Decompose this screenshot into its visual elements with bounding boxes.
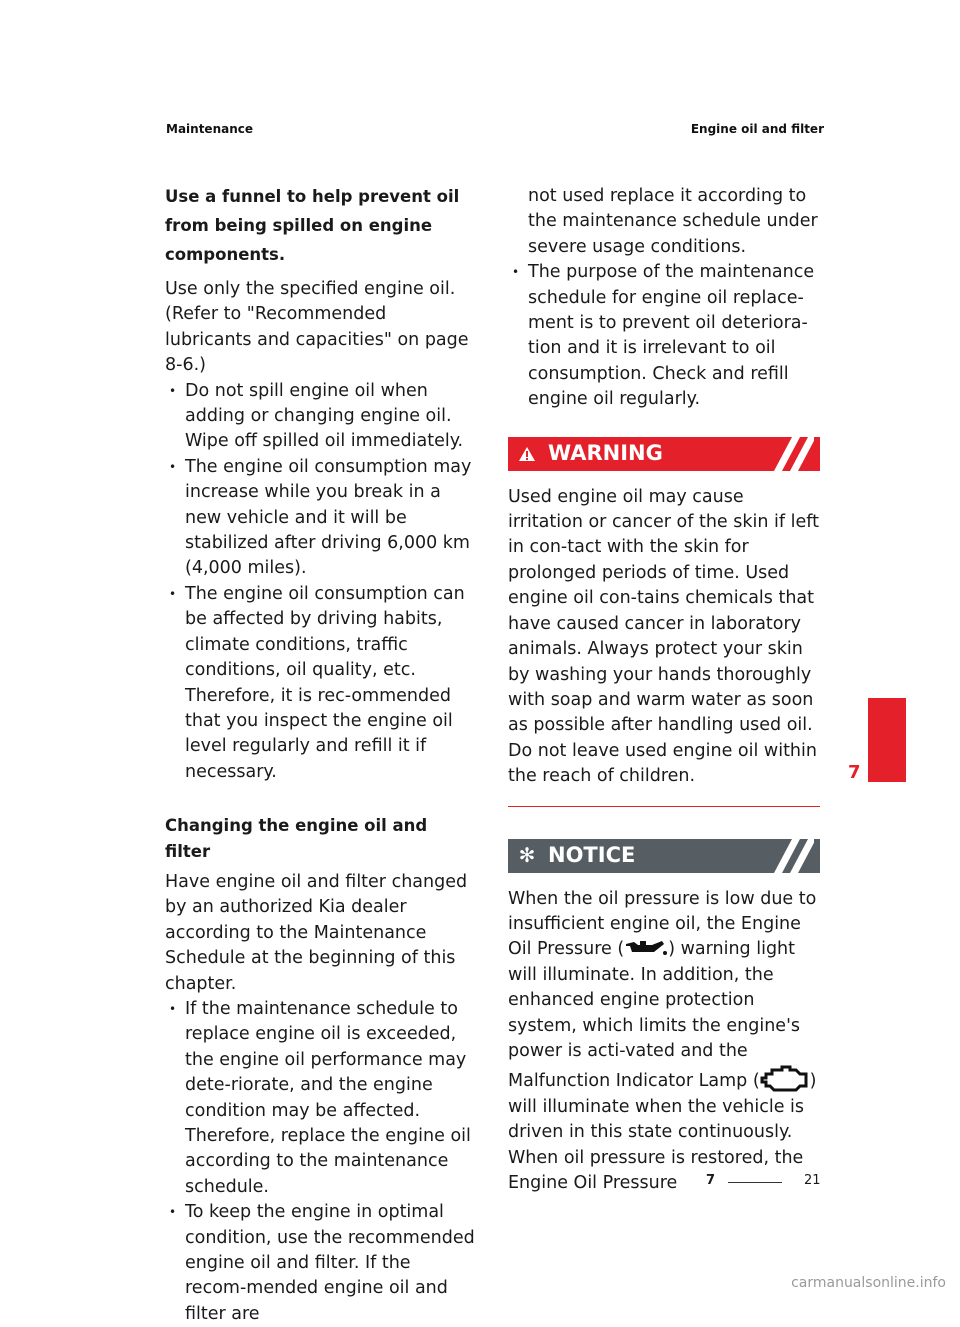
list-item: • If the maintenance schedule to replace engine oil is exceeded, the engine oil performance may dete-riorate, and the engine condition may be affected. Therefore, replace the engine oil according to the maintenance schedule. <box>165 997 477 1200</box>
notice-text <box>508 887 820 1197</box>
warning-text: Used engine oil may cause irritation or cancer of the skin if left in con-tact with the skin for prolonged periods of time. Used engine oil con-tains chemicals that have caused cancer in laboratory animals. Always protect your skin by washing your hands thoroughly with soap and warm water as soon as possible after handling used oil. Do not leave used engine oil within the reach of children. <box>508 486 819 787</box>
list-item: • To keep the engine in optimal condition, use the recommended engine oil and filter. If the recom-mended engine oil and filter are <box>165 1200 477 1327</box>
change-bullets <box>165 997 477 1327</box>
left-column <box>165 182 477 1327</box>
footer-chapter: 7 <box>706 1173 716 1188</box>
list-item: • The engine oil consumption can be affected by driving habits, climate conditions, traffic conditions, oil quality, etc. Therefore, it is rec-ommended that you inspect the engine oil level regularly and refill it if necessary. <box>165 582 477 785</box>
list-item: • The engine oil consumption may increase while you break in a new vehicle and it will be stabilized after driving 6,000 km (4,000 miles). <box>165 455 477 582</box>
intro-paragraph: Use only the specified engine oil. (Refer to "Recommended lubricants and capacities" on page 8-6.) <box>165 279 469 376</box>
warning-triangle-icon <box>518 445 536 463</box>
list-item: • The purpose of the maintenance schedule for engine oil replace-ment is to prevent oil deteriora-tion and it is irrelevant to oil consumption. Check and refill engine oil regularly. <box>508 260 820 412</box>
chapter-tab-number: 7 <box>848 762 861 783</box>
list-item: not used replace it according to the maintenance schedule under severe usage conditions. <box>528 186 818 257</box>
oil-pressure-icon <box>624 938 668 960</box>
right-column <box>508 184 820 1196</box>
warning-divider <box>508 806 820 807</box>
header-section: Maintenance <box>166 122 254 136</box>
section-heading: Changing the engine oil and filter <box>165 816 428 861</box>
list-item: • Do not spill engine oil when adding or changing engine oil. Wipe off spilled oil immediately. <box>165 379 477 455</box>
engine-check-icon <box>760 1064 810 1092</box>
banner-slashes-icon <box>770 437 814 471</box>
continued-bullets <box>508 184 820 413</box>
watermark: carmanualsonline.info <box>791 1275 946 1291</box>
section-paragraph: Have engine oil and filter changed by an authorized Kia dealer according to the Maintenance Schedule at the beginning of this chapter. <box>165 871 468 994</box>
banner-slashes-icon <box>770 839 814 873</box>
chapter-tab <box>868 698 906 782</box>
notice-asterisk-icon: ✻ <box>518 842 536 867</box>
notice-text-part: ) warning light will illuminate. In addition, the enhanced engine protection system, which limits the engine's power is acti-vated and the Malfunction Indicator Lamp ( <box>508 939 801 1092</box>
page-number: 21 <box>804 1173 821 1188</box>
notice-text-part: When the oil pressure is low due to insufficient engine oil, the Engine Oil Pressure ( <box>508 888 817 960</box>
warning-title: WARNING <box>548 440 663 465</box>
notice-text-part: ) will illuminate when the vehicle is driven in this state continuously. When oil pressure is restored, the Engine Oil Pressure <box>508 1071 817 1193</box>
header-topic: Engine oil and filter <box>690 122 824 136</box>
notice-title: NOTICE <box>548 842 636 867</box>
funnel-instruction: Use a funnel to help prevent oil from being spilled on engine components. <box>165 187 460 264</box>
footer-divider <box>728 1182 782 1183</box>
oil-bullets <box>165 379 477 786</box>
notice-banner <box>508 839 820 873</box>
warning-banner <box>508 437 820 471</box>
